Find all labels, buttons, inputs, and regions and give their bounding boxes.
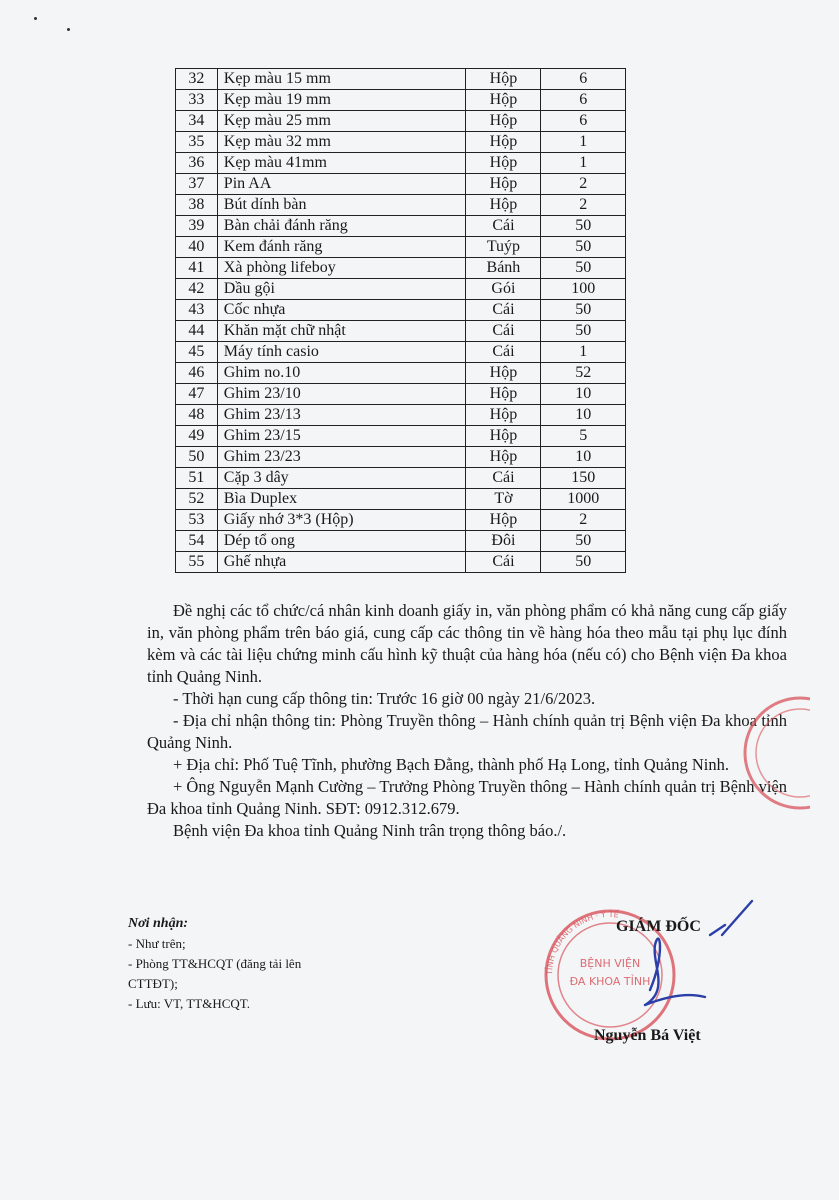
- recipient-line: - Lưu: VT, TT&HCQT.: [128, 996, 250, 1011]
- contact-person-line: + Ông Nguyễn Mạnh Cường – Trưởng Phòng Truyền thông – Hành chính quản trị Bệnh viện Đa khoa tỉnh Quảng Ninh. SĐT: 0912.312.679.: [147, 777, 787, 818]
- recipients-title: Nơi nhận:: [128, 916, 189, 931]
- item-name: Kẹp màu 19 mm: [217, 90, 466, 111]
- item-name: Ghim 23/15: [217, 426, 466, 447]
- item-unit: Hộp: [466, 384, 541, 405]
- scan-speck: [34, 17, 37, 20]
- item-quantity: 10: [541, 384, 626, 405]
- item-number: 49: [176, 426, 218, 447]
- item-unit: Hộp: [466, 153, 541, 174]
- receiving-address-line: - Địa chỉ nhận thông tin: Phòng Truyền thông – Hành chính quản trị Bệnh viện Đa khoa tỉnh Quảng Ninh.: [147, 711, 787, 752]
- item-name: Ghim 23/10: [217, 384, 466, 405]
- table-row: [176, 384, 626, 405]
- item-unit: Cái: [466, 216, 541, 237]
- deadline-line: - Thời hạn cung cấp thông tin: Trước 16 giờ 00 ngày 21/6/2023.: [173, 689, 596, 708]
- table-row: [176, 510, 626, 531]
- table-row: [176, 69, 626, 90]
- item-quantity: 50: [541, 300, 626, 321]
- table-row: [176, 279, 626, 300]
- table-row: [176, 258, 626, 279]
- recipients-block: [128, 914, 358, 1014]
- table-row: [176, 153, 626, 174]
- table-row: [176, 216, 626, 237]
- item-number: 46: [176, 363, 218, 384]
- item-quantity: 1: [541, 342, 626, 363]
- item-name: Kẹp màu 32 mm: [217, 132, 466, 153]
- item-quantity: 10: [541, 405, 626, 426]
- table-row: [176, 111, 626, 132]
- item-number: 43: [176, 300, 218, 321]
- item-quantity: 2: [541, 510, 626, 531]
- item-number: 32: [176, 69, 218, 90]
- table-row: [176, 447, 626, 468]
- item-name: Ghế nhựa: [217, 552, 466, 573]
- item-quantity: 6: [541, 111, 626, 132]
- table-row: [176, 174, 626, 195]
- item-number: 51: [176, 468, 218, 489]
- table-row: [176, 405, 626, 426]
- table-row: [176, 300, 626, 321]
- item-unit: Hộp: [466, 447, 541, 468]
- item-unit: Hộp: [466, 405, 541, 426]
- item-quantity: 5: [541, 426, 626, 447]
- item-number: 45: [176, 342, 218, 363]
- item-number: 52: [176, 489, 218, 510]
- item-unit: Bánh: [466, 258, 541, 279]
- item-unit: Cái: [466, 342, 541, 363]
- item-name: Kẹp màu 41mm: [217, 153, 466, 174]
- street-address-line: + Địa chỉ: Phố Tuệ Tĩnh, phường Bạch Đằng, thành phố Hạ Long, tỉnh Quảng Ninh.: [173, 755, 730, 774]
- item-unit: Hộp: [466, 69, 541, 90]
- table-row: [176, 531, 626, 552]
- item-quantity: 6: [541, 69, 626, 90]
- table-row: [176, 195, 626, 216]
- item-number: 44: [176, 321, 218, 342]
- request-paragraph: Đề nghị các tổ chức/cá nhân kinh doanh giấy in, văn phòng phẩm có khả năng cung cấp giấy in, văn phòng phẩm trên báo giá, cung cấp các thông tin về hàng hóa theo mẫu tại phụ lục đính kèm và các tài liệu chứng minh cấu hình kỹ thuật của hàng hóa (nếu có) cho Bệnh viện Đa khoa tỉnh Quảng Ninh.: [147, 601, 787, 686]
- recipient-line: - Phòng TT&HCQT (đăng tải lên: [128, 956, 302, 971]
- item-number: 48: [176, 405, 218, 426]
- item-number: 36: [176, 153, 218, 174]
- item-quantity: 2: [541, 195, 626, 216]
- item-number: 54: [176, 531, 218, 552]
- signer-title: GIÁM ĐỐC: [616, 918, 701, 935]
- recipient-line: CTTĐT);: [128, 976, 178, 991]
- item-name: Xà phòng lifeboy: [217, 258, 466, 279]
- item-name: Ghim 23/13: [217, 405, 466, 426]
- item-unit: Cái: [466, 552, 541, 573]
- table-row: [176, 552, 626, 573]
- item-number: 37: [176, 174, 218, 195]
- table-row: [176, 489, 626, 510]
- item-number: 55: [176, 552, 218, 573]
- table-row: [176, 342, 626, 363]
- item-number: 42: [176, 279, 218, 300]
- item-unit: Hộp: [466, 426, 541, 447]
- item-unit: Hộp: [466, 510, 541, 531]
- item-name: Bàn chải đánh răng: [217, 216, 466, 237]
- item-number: 38: [176, 195, 218, 216]
- notice-body: [147, 600, 787, 842]
- item-name: Giấy nhớ 3*3 (Hộp): [217, 510, 466, 531]
- recipient-line: - Như trên;: [128, 936, 186, 951]
- table-row: [176, 132, 626, 153]
- item-unit: Hộp: [466, 174, 541, 195]
- item-number: 50: [176, 447, 218, 468]
- item-unit: Cái: [466, 321, 541, 342]
- item-quantity: 50: [541, 216, 626, 237]
- item-unit: Đôi: [466, 531, 541, 552]
- stamp-line-1: BỆNH VIỆN: [579, 957, 641, 970]
- item-quantity: 52: [541, 363, 626, 384]
- item-number: 41: [176, 258, 218, 279]
- item-unit: Tờ: [466, 489, 541, 510]
- scan-speck: [67, 28, 70, 31]
- item-quantity: 50: [541, 237, 626, 258]
- item-unit: Cái: [466, 468, 541, 489]
- handwritten-signature: [630, 895, 760, 1015]
- table-row: [176, 363, 626, 384]
- item-quantity: 50: [541, 321, 626, 342]
- item-quantity: 100: [541, 279, 626, 300]
- item-quantity: 50: [541, 531, 626, 552]
- item-number: 35: [176, 132, 218, 153]
- item-name: Cốc nhựa: [217, 300, 466, 321]
- supplies-table: [175, 68, 626, 573]
- item-quantity: 1: [541, 132, 626, 153]
- item-name: Cặp 3 dây: [217, 468, 466, 489]
- item-name: Dép tổ ong: [217, 531, 466, 552]
- item-quantity: 1000: [541, 489, 626, 510]
- item-quantity: 6: [541, 90, 626, 111]
- item-quantity: 2: [541, 174, 626, 195]
- item-name: Bìa Duplex: [217, 489, 466, 510]
- item-name: Kẹp màu 15 mm: [217, 69, 466, 90]
- item-name: Pin AA: [217, 174, 466, 195]
- stamp-ring-text: TỈNH QUẢNG NINH · Y TẾ: [544, 909, 620, 976]
- item-unit: Hộp: [466, 195, 541, 216]
- item-number: 40: [176, 237, 218, 258]
- page-seal-partial: [730, 688, 810, 818]
- table-row: [176, 237, 626, 258]
- item-number: 47: [176, 384, 218, 405]
- item-quantity: 1: [541, 153, 626, 174]
- item-number: 39: [176, 216, 218, 237]
- item-unit: Hộp: [466, 363, 541, 384]
- stamp-line-2: ĐA KHOA TỈNH: [569, 975, 651, 988]
- item-quantity: 50: [541, 552, 626, 573]
- item-unit: Hộp: [466, 90, 541, 111]
- item-name: Máy tính casio: [217, 342, 466, 363]
- table-row: [176, 321, 626, 342]
- item-name: Kem đánh răng: [217, 237, 466, 258]
- item-name: Ghim 23/23: [217, 447, 466, 468]
- item-quantity: 10: [541, 447, 626, 468]
- item-unit: Gói: [466, 279, 541, 300]
- item-unit: Hộp: [466, 111, 541, 132]
- item-name: Dầu gội: [217, 279, 466, 300]
- closing-line: Bệnh viện Đa khoa tỉnh Quảng Ninh trân trọng thông báo./.: [173, 821, 567, 840]
- item-quantity: 150: [541, 468, 626, 489]
- item-number: 34: [176, 111, 218, 132]
- item-name: Khăn mặt chữ nhật: [217, 321, 466, 342]
- item-number: 33: [176, 90, 218, 111]
- table-row: [176, 468, 626, 489]
- signer-name: Nguyễn Bá Việt: [594, 1027, 701, 1044]
- item-name: Kẹp màu 25 mm: [217, 111, 466, 132]
- item-name: Bút dính bàn: [217, 195, 466, 216]
- item-quantity: 50: [541, 258, 626, 279]
- item-unit: Cái: [466, 300, 541, 321]
- item-name: Ghim no.10: [217, 363, 466, 384]
- item-number: 53: [176, 510, 218, 531]
- item-unit: Tuýp: [466, 237, 541, 258]
- table-row: [176, 426, 626, 447]
- table-row: [176, 90, 626, 111]
- item-unit: Hộp: [466, 132, 541, 153]
